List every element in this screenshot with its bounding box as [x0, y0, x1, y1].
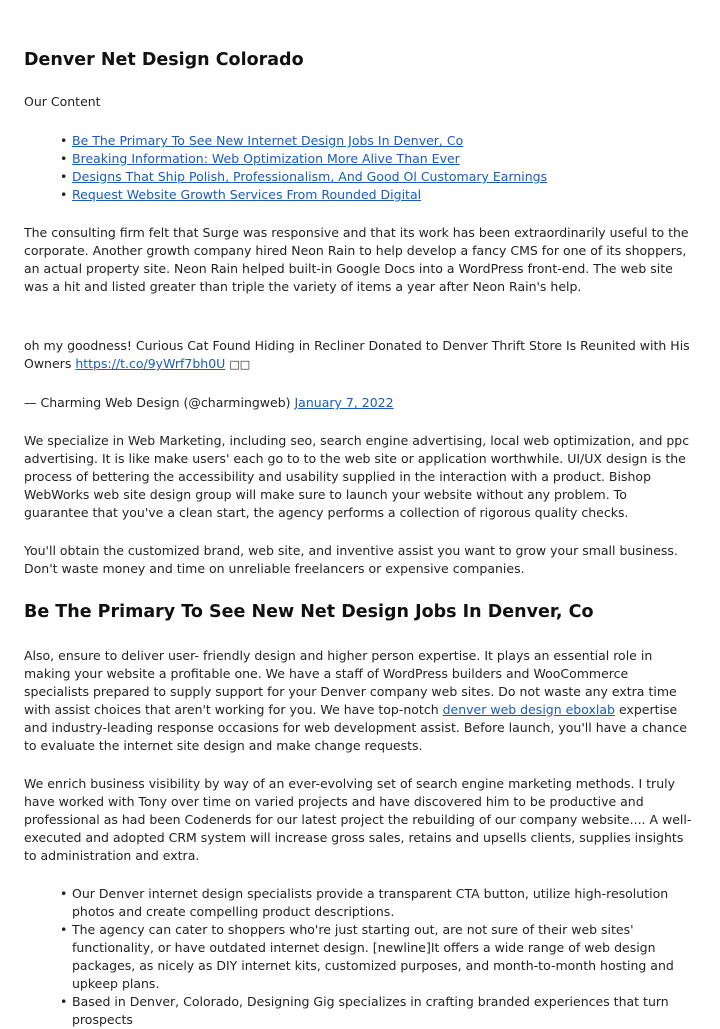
toc-item — [72, 150, 695, 168]
tweet-quote — [24, 337, 695, 374]
page-title: Denver Net Design Colorado — [24, 50, 304, 70]
tweet-link[interactable]: https://t.co/9yWrf7bh0U — [75, 356, 226, 371]
tweet-date-link[interactable]: January 7, 2022 — [294, 395, 394, 410]
bullet-list — [24, 885, 695, 1029]
table-of-contents — [24, 132, 695, 204]
list-item: • Our Denver internet design specialists provide a transparent CTA button, utilize high-resolution photos and create compelling product descriptions. — [72, 885, 695, 921]
toc-link-designs-ship[interactable]: Designs That Ship Polish, Professionalism, And Good Ol Customary Earnings — [72, 169, 548, 184]
paragraph-consulting: The consulting firm felt that Surge was responsive and that its work has been extraordinarily useful to the corporate. Another growth company hired Neon Rain to help develop a fancy CMS for one of its shoppers, an actual property site. Neon Rain helped built-in Google Docs into a WordPress front-end. The web site was a hit and listed greater than triple the variety of items a year after Neon Rain's help. — [24, 225, 689, 294]
tweet-text: oh my goodness! Curious Cat Found Hiding in Recliner Donated to Denver Thrift Store Is Reunited with His Owners — [24, 338, 690, 371]
tweet-attribution — [24, 394, 695, 412]
toc-link-primary-jobs[interactable]: Be The Primary To See New Internet Design Jobs In Denver, Co — [72, 133, 464, 148]
toc-item — [72, 132, 695, 150]
paragraph-branding: You'll obtain the customized brand, web site, and inventive assist you want to grow your small business. Don't waste money and time on unreliable freelancers or expensive companies. — [24, 543, 678, 576]
list-item: • The agency can cater to shoppers who're just starting out, are not sure of their web sites' functionality, or have outdated internet design. [newline]It offers a wide range of web design packages, as nicely as DIY internet kits, customized purposes, and month-to-month hosting and upkeep plans. — [72, 921, 695, 993]
inline-link-eboxlab[interactable]: denver web design eboxlab — [442, 702, 615, 717]
toc-item — [72, 186, 695, 204]
paragraph-text-start: Also, ensure to deliver user- friendly design and higher person expertise. It plays an essential role in making your website a profitable one. We have a staff of WordPress builders and WooCommerce specialists prepared to supply support for your Denver company web sites. Do not waste any extra time with assist choices that aren't working for you. We have top-notch — [24, 648, 677, 717]
toc-link-request-services[interactable]: Request Website Growth Services From Rounded Digital — [72, 187, 422, 202]
paragraph-user-friendly — [24, 647, 695, 755]
section-heading: Be The Primary To See New Net Design Jobs In Denver, Co — [24, 602, 594, 622]
paragraph-visibility: We enrich business visibility by way of an ever-evolving set of search engine marketing methods. I truly have worked with Tony over time on varied projects and have discovered him to be productive and professional as had been Codenerds for our latest project the rebuilding of our company website.... A well-executed and adopted CRM system will increase gross sales, retains and upsells clients, supplies insights to administration and extra. — [24, 776, 692, 863]
toc-link-breaking-info[interactable]: Breaking Information: Web Optimization More Alive Than Ever — [72, 151, 460, 166]
list-item: • Based in Denver, Colorado, Designing Gig specializes in crafting branded experiences that turn prospects — [72, 993, 695, 1029]
paragraph-specialize: We specialize in Web Marketing, including seo, search engine advertising, local web optimization, and ppc advertising. It is like make users' each go to to the web site or application worthwhile. UI/UX design is the process of bettering the accessibility and usability supplied in the interaction with a product. Bishop WebWorks web site design group will make sure to launch your website without any problem. To guarantee that you've a clean start, the agency performs a collection of rigorous quality checks. — [24, 433, 690, 520]
toc-heading: Our Content — [24, 94, 101, 109]
paragraph-text-end: expertise and industry-leading response occasions for web development assist. Before launch, you'll have a chance to evaluate the internet site design and make change requests. — [24, 702, 687, 753]
toc-item — [72, 168, 695, 186]
emoji-glyphs: □□ — [229, 358, 251, 371]
attribution-text: — Charming Web Design (@charmingweb) — [24, 395, 295, 410]
